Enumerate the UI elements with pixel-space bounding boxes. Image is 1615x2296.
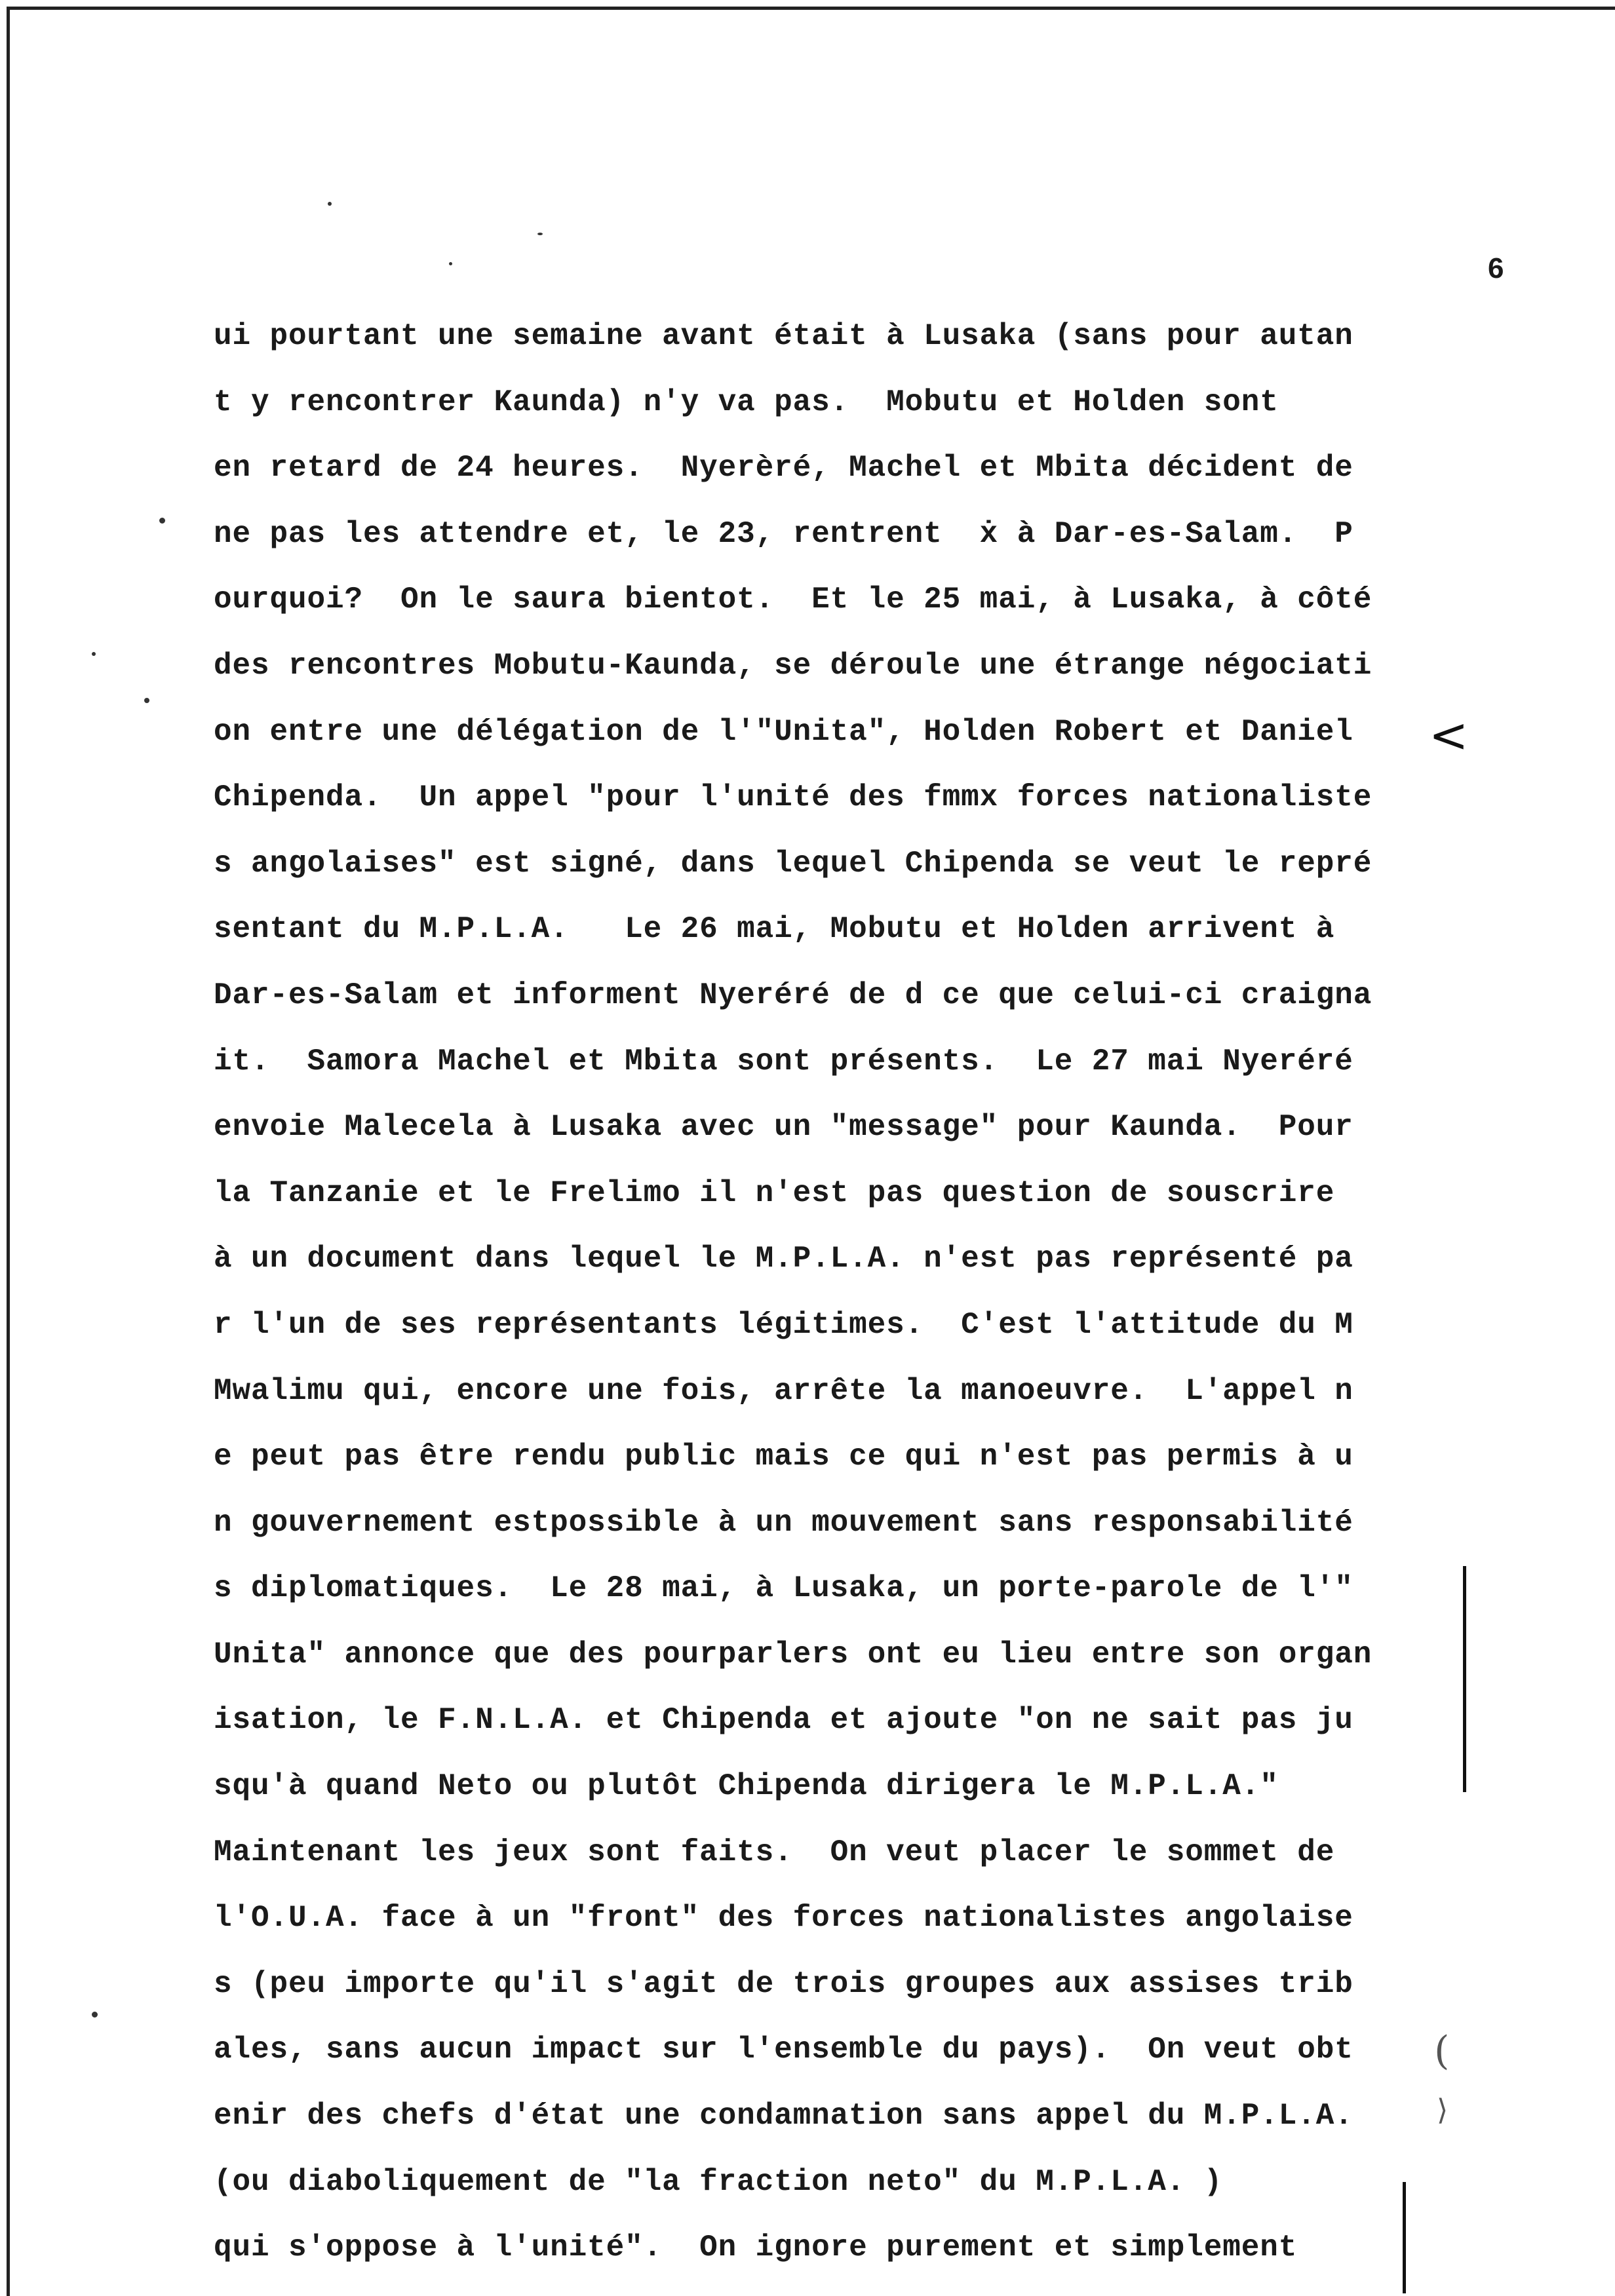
document-body xyxy=(214,315,1485,2292)
text-line-22: isation, le F.N.L.A. et Chipenda et ajoute "on ne sait pas ju xyxy=(214,1703,1353,1738)
text-line-10: sentant du M.P.L.A. Le 26 mai, Mobutu et Holden arrivent à xyxy=(214,912,1335,947)
text-line-25: l'O.U.A. face à un "front" des forces nationalistes angolaise xyxy=(214,1901,1353,1936)
text-line-9: s angolaises" est signé, dans lequel Chipenda se veut le repré xyxy=(214,846,1372,881)
text-line-16: r l'un de ses représentants légitimes. C'est l'attitude du M xyxy=(214,1307,1353,1342)
text-line-18: e peut pas être rendu public mais ce qui n'est pas permis à u xyxy=(214,1440,1353,1474)
page-number: 6 xyxy=(1488,252,1504,284)
page-border-top xyxy=(7,7,1615,10)
scan-speck xyxy=(159,518,165,524)
scan-speck xyxy=(449,262,452,265)
scan-speck xyxy=(328,202,332,206)
text-line-3: en retard de 24 heures. Nyerèré, Machel et Mbita décident de xyxy=(214,451,1353,486)
page-border-left xyxy=(7,7,10,2296)
text-line-6: des rencontres Mobutu-Kaunda, se déroule une étrange négociati xyxy=(214,648,1372,683)
text-line-28: enir des chefs d'état une condamnation sans appel du M.P.L.A. xyxy=(214,2099,1353,2133)
scan-speck xyxy=(92,652,96,656)
text-line-7: on entre une délégation de l'"Unita", Holden Robert et Daniel xyxy=(214,714,1353,749)
margin-arrow-mark: < xyxy=(1429,708,1469,763)
text-line-12: it. Samora Machel et Mbita sont présents. Le 27 mai Nyeréré xyxy=(214,1044,1353,1079)
text-line-15: à un document dans lequel le M.P.L.A. n'est pas représenté pa xyxy=(214,1242,1353,1276)
text-line-21: Unita" annonce que des pourparlers ont eu lieu entre son organ xyxy=(214,1637,1372,1672)
margin-bar-mark xyxy=(1463,1566,1466,1792)
text-line-17: Mwalimu qui, encore une fois, arrête la manoeuvre. L'appel n xyxy=(214,1373,1353,1408)
margin-paren-open-mark: ( xyxy=(1434,2028,1450,2074)
text-line-26: s (peu importe qu'il s'agit de trois groupes aux assises trib xyxy=(214,1966,1353,2001)
text-line-1: ui pourtant une semaine avant était à Lusaka (sans pour autan xyxy=(214,319,1353,353)
text-line-13: envoie Malecela à Lusaka avec un "message" pour Kaunda. Pour xyxy=(214,1110,1353,1145)
text-line-24: Maintenant les jeux sont faits. On veut placer le sommet de xyxy=(214,1835,1335,1869)
text-line-4: ne pas les attendre et, le 23, rentrent ẋ à Dar-es-Salam. P xyxy=(214,516,1353,551)
scan-speck xyxy=(144,698,149,703)
text-line-27: ales, sans aucun impact sur l'ensemble du pays). On veut obt xyxy=(214,2033,1353,2067)
text-line-11: Dar-es-Salam et informent Nyeréré de d ce que celui-ci craigna xyxy=(214,978,1372,1012)
text-line-29: (ou diaboliquement de "la fraction neto" du M.P.L.A. ) xyxy=(214,2164,1223,2199)
scan-speck xyxy=(537,233,543,235)
scan-speck xyxy=(92,2012,98,2018)
text-line-20: s diplomatiques. Le 28 mai, à Lusaka, un porte-parole de l'" xyxy=(214,1571,1353,1606)
margin-bar-mark-lower xyxy=(1403,2182,1406,2293)
text-line-30: qui s'oppose à l'unité". On ignore purement et simplement xyxy=(214,2230,1298,2265)
text-line-23: squ'à quand Neto ou plutôt Chipenda dirigera le M.P.L.A." xyxy=(214,1769,1279,1804)
text-line-8: Chipenda. Un appel "pour l'unité des fmmx forces nationaliste xyxy=(214,780,1372,815)
text-line-5: ourquoi? On le saura bientot. Et le 25 mai, à Lusaka, à côté xyxy=(214,583,1372,617)
text-line-2: t y rencontrer Kaunda) n'y va pas. Mobutu et Holden sont xyxy=(214,385,1279,419)
text-line-14: la Tanzanie et le Frelimo il n'est pas question de souscrire xyxy=(214,1176,1335,1210)
text-line-19: n gouvernement estpossible à un mouvement sans responsabilité xyxy=(214,1505,1353,1540)
margin-paren-close-mark: ⟩ xyxy=(1437,2094,1449,2127)
